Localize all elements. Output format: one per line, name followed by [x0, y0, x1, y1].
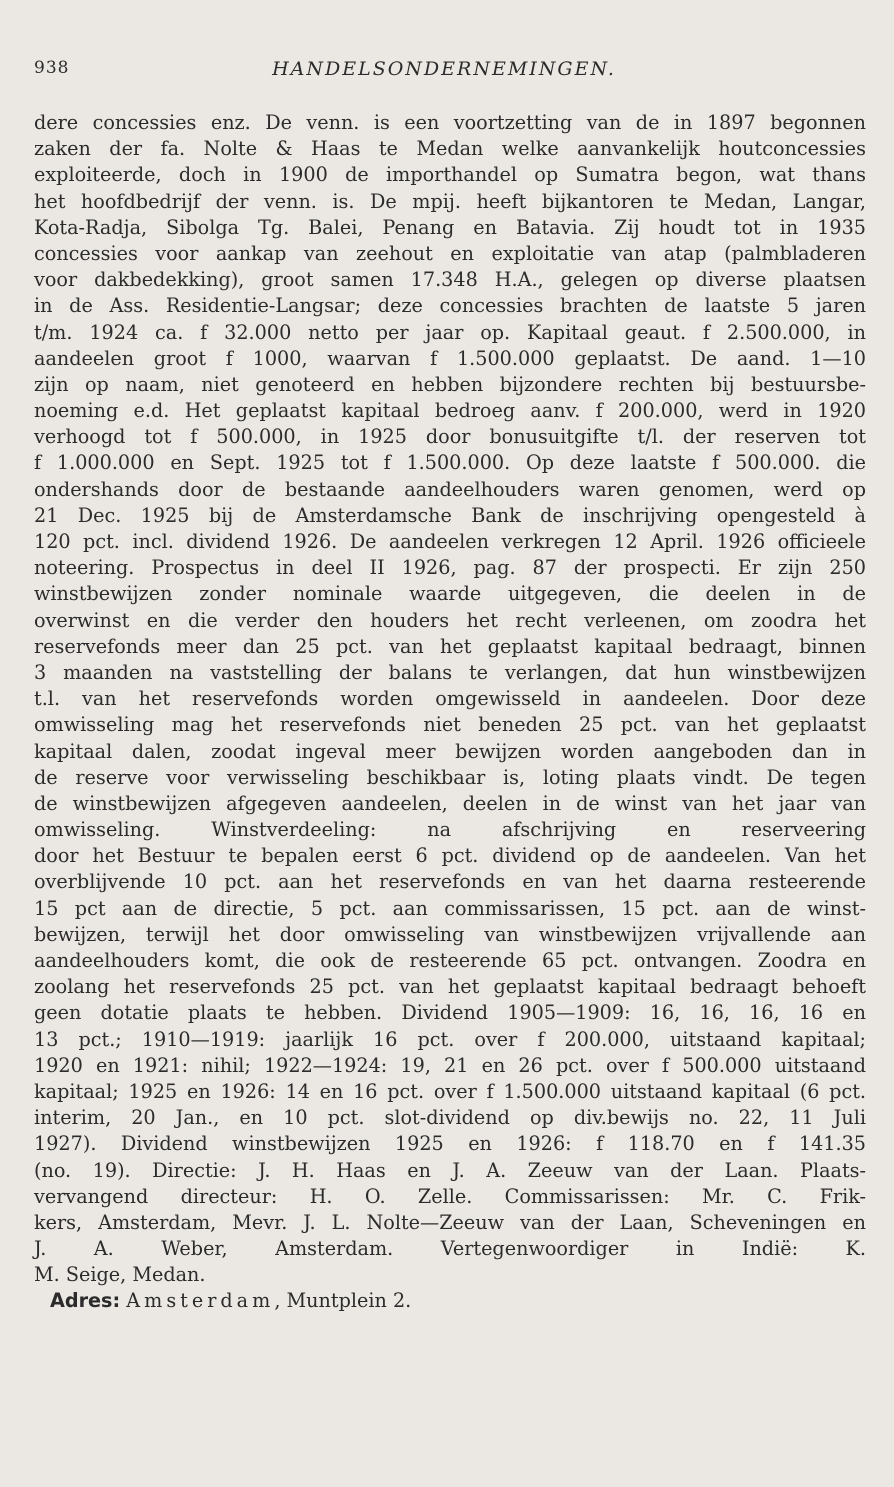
- text-line: vervangend directeur: H. O. Zelle. Commissarissen: Mr. C. Frik-: [34, 1184, 866, 1208]
- text-line: 13 pct.; 1910—1919: jaarlijk 16 pct. over f 200.000, uitstaand kapitaal;: [34, 1027, 866, 1051]
- text-line: zoolang het reservefonds 25 pct. van het geplaatst kapitaal bedraagt behoeft: [34, 975, 866, 999]
- text-line: aandeelen groot f 1000, waarvan f 1.500.000 geplaatst. De aand. 1—10: [34, 346, 866, 370]
- text-line: bewijzen, terwijl het door omwisseling van winstbewijzen vrijvallende aan: [34, 922, 866, 946]
- text-line: voor dakbedekking), groot samen 17.348 H.A., gelegen op diverse plaatsen: [34, 268, 866, 292]
- text-line: noeming e.d. Het geplaatst kapitaal bedroeg aanv. f 200.000, werd in 1920: [34, 399, 866, 423]
- text-line: f 1.000.000 en Sept. 1925 tot f 1.500.000. Op deze laatste f 500.000. die: [34, 451, 866, 475]
- text-line: zijn op naam, niet genoteerd en hebben bijzondere rechten bij bestuursbe-: [34, 372, 866, 396]
- text-line: omwisseling mag het reservefonds niet beneden 25 pct. van het geplaatst: [34, 713, 866, 737]
- text-line: zaken der fa. Nolte & Haas te Medan welke aanvankelijk houtconcessies: [34, 137, 866, 161]
- text-line: de reserve voor verwisseling beschikbaar is, loting plaats vindt. De tegen: [34, 765, 866, 789]
- text-line: J. A. Weber, Amsterdam. Vertegenwoordiger in Indië: K.: [34, 1237, 866, 1261]
- address-label: Adres:: [50, 1289, 121, 1313]
- running-title: HANDELSONDERNEMINGEN.: [272, 58, 616, 80]
- text-line: (no. 19). Directie: J. H. Haas en J. A. Zeeuw van der Laan. Plaats-: [34, 1158, 866, 1182]
- text-line: Kota-Radja, Sibolga Tg. Balei, Penang en Batavia. Zij houdt tot in 1935: [34, 215, 866, 239]
- page-header: [34, 58, 854, 88]
- address-street: , Muntplein 2.: [274, 1289, 412, 1313]
- text-line: kapitaal; 1925 en 1926: 14 en 16 pct. over f 1.500.000 uitstaand kapitaal (6 pct.: [34, 1079, 866, 1103]
- body-text: [34, 110, 866, 1315]
- text-line: 3 maanden na vaststelling der balans te verlangen, dat hun winstbewijzen: [34, 660, 866, 684]
- text-line: omwisseling. Winstverdeeling: na afschrijving en reserveering: [34, 818, 866, 842]
- text-line: ondershands door de bestaande aandeelhouders waren genomen, werd op: [34, 477, 866, 501]
- text-line: dere concessies enz. De venn. is een voortzetting van de in 1897 begonnen: [34, 111, 866, 134]
- page-number: 938: [34, 58, 70, 78]
- text-line: t.l. van het reservefonds worden omgewisseld in aandeelen. Door deze: [34, 687, 866, 711]
- text-line: verhoogd tot f 500.000, in 1925 door bonusuitgifte t/l. der reserven tot: [34, 425, 866, 449]
- text-line: het hoofdbedrijf der venn. is. De mpij. heeft bijkantoren te Medan, Langar,: [34, 189, 866, 213]
- text-line: interim, 20 Jan., en 10 pct. slot-dividend op div.bewijs no. 22, 11 Juli: [34, 1106, 866, 1130]
- text-line: exploiteerde, doch in 1900 de importhandel op Sumatra begon, wat thans: [34, 163, 866, 187]
- text-line: 1927). Dividend winstbewijzen 1925 en 1926: f 118.70 en f 141.35: [34, 1132, 866, 1156]
- text-line: geen dotatie plaats te hebben. Dividend 1905—1909: 16, 16, 16, 16 en: [34, 1001, 866, 1025]
- address-city: Amsterdam: [126, 1289, 275, 1313]
- text-line: M. Seige, Medan.: [34, 1263, 206, 1287]
- text-line: winstbewijzen zonder nominale waarde uitgegeven, die deelen in de: [34, 582, 866, 606]
- text-line: door het Bestuur te bepalen eerst 6 pct. dividend op de aandeelen. Van het: [34, 844, 866, 868]
- text-line: kers, Amsterdam, Mevr. J. L. Nolte—Zeeuw van der Laan, Scheveningen en: [34, 1210, 866, 1234]
- text-line: t/m. 1924 ca. f 32.000 netto per jaar op. Kapitaal geaut. f 2.500.000, in: [34, 320, 866, 344]
- text-line: overblijvende 10 pct. aan het reservefonds en van het daarna resteerende: [34, 870, 866, 894]
- text-line: overwinst en die verder den houders het recht verleenen, om zoodra het: [34, 608, 866, 632]
- text-line: 1920 en 1921: nihil; 1922—1924: 19, 21 en 26 pct. over f 500.000 uitstaand: [34, 1053, 866, 1077]
- address-line: [34, 1288, 866, 1314]
- text-line: de winstbewijzen afgegeven aandeelen, deelen in de winst van het jaar van: [34, 791, 866, 815]
- text-line: reservefonds meer dan 25 pct. van het geplaatst kapitaal bedraagt, binnen: [34, 634, 866, 658]
- text-line: kapitaal dalen, zoodat ingeval meer bewijzen worden aangeboden dan in: [34, 739, 866, 763]
- text-line: 15 pct aan de directie, 5 pct. aan commissarissen, 15 pct. aan de winst-: [34, 896, 866, 920]
- text-line: aandeelhouders komt, die ook de resteerende 65 pct. ontvangen. Zoodra en: [34, 949, 866, 972]
- text-line: 21 Dec. 1925 bij de Amsterdamsche Bank de inschrijving opengesteld à: [34, 503, 866, 527]
- text-line: 120 pct. incl. dividend 1926. De aandeelen verkregen 12 April. 1926 officieele: [34, 530, 866, 553]
- text-line: noteering. Prospectus in deel II 1926, pag. 87 der prospecti. Er zijn 250: [34, 556, 866, 580]
- text-line: in de Ass. Residentie-Langsar; deze concessies brachten de laatste 5 jaren: [34, 294, 866, 318]
- text-line: concessies voor aankap van zeehout en exploitatie van atap (palmbladeren: [34, 241, 866, 265]
